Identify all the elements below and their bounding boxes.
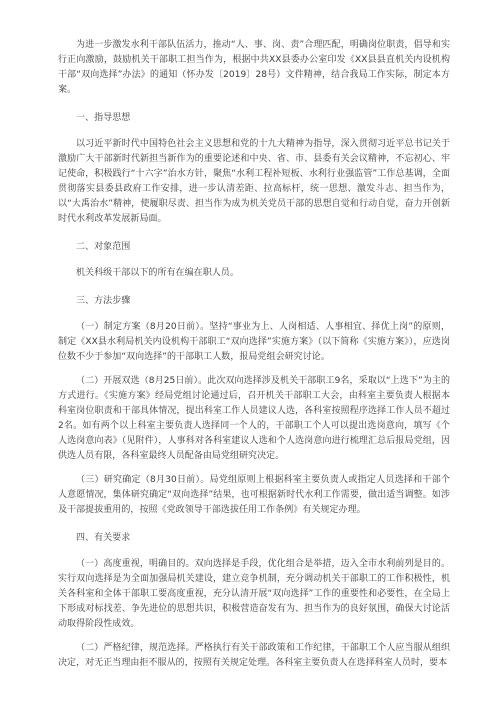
intro-paragraph: 为进一步激发水利干部队伍活力，推动“人、事、岗、责”合理匹配，明确岗位职责，倡导和实行正向激励，鼓励机关干部职工担当作为，根据中共XX县委办公室印发《XX县县直机关内设机构干部“双向选择”办法》的通知（怀办发〔2019〕28号）文件精神，结合我局工作实际，制定本方案。 (58, 40, 450, 95)
section-3-paragraph-2: （二）开展双选（8月25日前）。此次双向选择涉及机关干部职工9名，采取以“上选下”为主的方式进行。《实施方案》经局党组讨论通过后，召开机关干部职工大会，由科室主要负责人根据本科室岗位职责和干部具体情况，提出科室工作人员建议人选，各科室按照程序选择工作人员不超过2名。如有两个以上科室主要负责人选择同一个人的，干部职工个人可以提出选岗意向，填写《个人选岗意向表》（见附件），人事科对各科室建议人选和个人选岗意向进行梳理汇总后报局党组，因供选人员有限，各科室最终人员配备由局党组研究决定。 (58, 376, 450, 461)
section-2-paragraph: 机关科级干部以下的所有在编在职人员。 (76, 268, 239, 278)
section-3-paragraph-1: （一）制定方案（8月20日前）。坚持“事业为上、人岗相适、人事相宜、择优上岗”的原则，制定《XX县水利局机关内设机构干部职工“双向选择”实施方案》（以下简称《实施方案》），应选岗位数不少于参加“双向选择”的干部职工人数，报局党组会研究讨论。 (58, 322, 450, 362)
section-4-heading: 四、有关要求 (76, 533, 131, 543)
section-1-paragraph: 以习近平新时代中国特色社会主义思想和党的十九大精神为指导，深入贯彻习近平总书记关于激励广大干部新时代新担当新作为的重要论述和中央、省、市、县委有关会议精神，不忘初心、牢记使命，积极践行“十六字”治水方针，聚焦“水利工程补短板、水利行业强监管”工作总基调，全面贯彻落实县委县政府工作安排，进一步认清差距、拉高标杆，统一思想、激发斗志、担当作为，以“大禹治水”精神，使履职尽责、担当作为成为机关党员干部的思想自觉和行动自觉，奋力开创新时代水利改革发展新局面。 (58, 139, 450, 224)
section-3-paragraph-3: （三）研究确定（8月30日前）。局党组原则上根据科室主要负责人或指定人员选择和干部个人意愿情况，集体研究确定“双向选择”结果，也可根据新时代水利工作需要，做出适当调整。如涉及干部提拔重用的，按照《党政领导干部选拔任用工作条例》有关规定办理。 (58, 475, 450, 515)
section-1-heading: 一、指导思想 (76, 113, 131, 123)
section-4-paragraph-1: （一）高度重视，明确目的。双向选择是手段，优化组合是举措，迈入全市水利前列是目的。实行双向选择是为全面加强局机关建设，建立竞争机制，充分调动机关干部职工的工作积极性，机关各科室和全体干部职工要高度重视，充分认清开展“双向选择”工作的重要性和必要性，在全局上下形成对标找差、争先进位的思想共识，积极营造奋发有为、担当作为的良好氛围，确保大讨论活动取得阶段性成效。 (58, 559, 450, 629)
section-4-paragraph-2: （二）严格纪律，规范选择。严格执行有关干部政策和工作纪律，干部职工个人应当服从组织决定，对无正当理由拒不服从的，按照有关规定处理。各科室主要负责人在选择科室人员时，要本 (58, 643, 450, 668)
section-3-heading: 三、方法步骤 (76, 296, 131, 306)
section-2-heading: 二、对象范围 (76, 242, 131, 252)
